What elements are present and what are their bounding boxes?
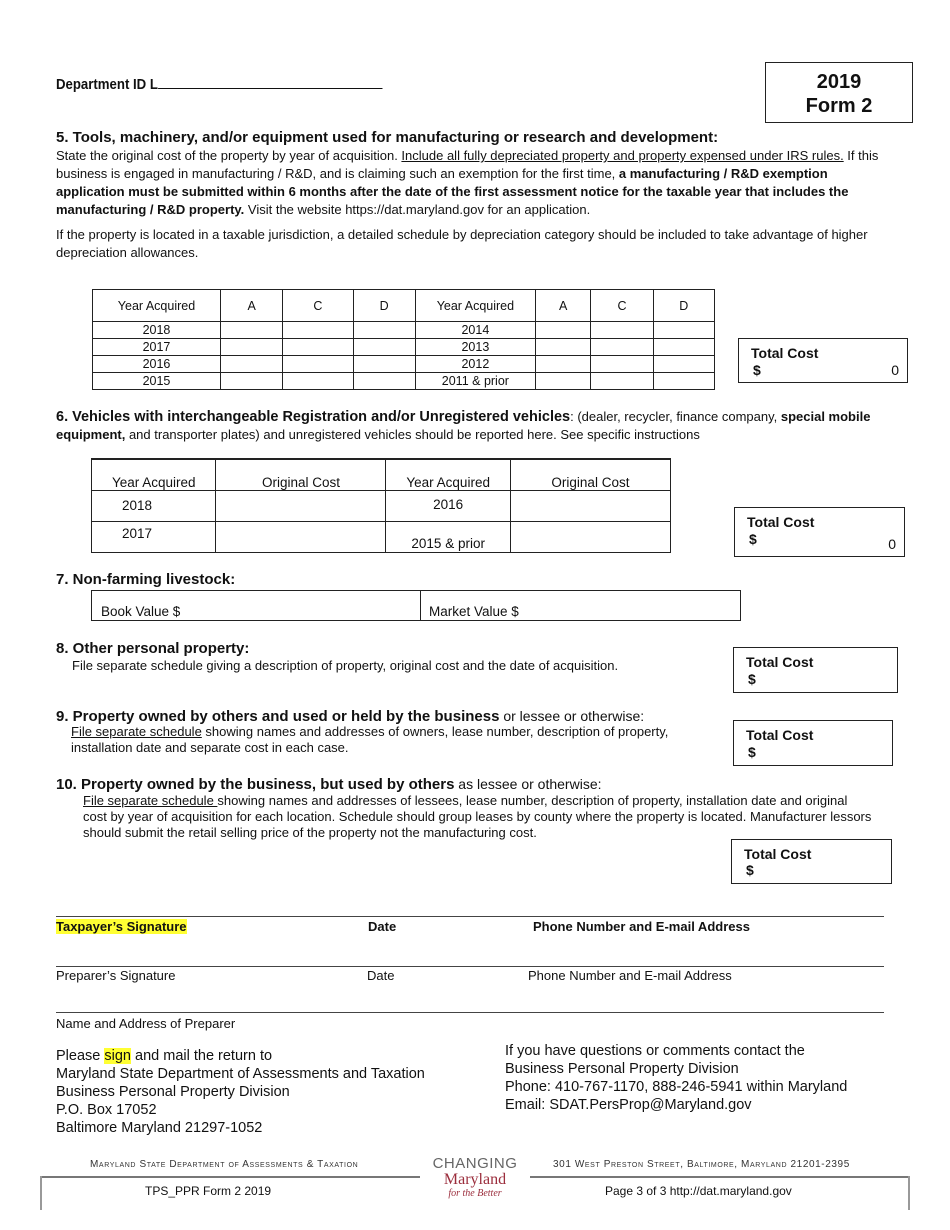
col-d-right: D (653, 290, 714, 322)
preparer-signature-label: Preparer’s Signature (56, 968, 176, 983)
input-cell[interactable] (220, 356, 282, 373)
section5-paragraph (56, 147, 892, 219)
contact-line: Business Personal Property Division (505, 1061, 739, 1077)
section5-text-underline: Include all fully depreciated property and property expensed under IRS rules. (401, 148, 844, 163)
logo-maryland: Maryland (443, 1171, 507, 1188)
section5-title: 5. Tools, machinery, and/or equipment used for manufacturing or research and development: (56, 129, 719, 146)
year-cell: 2016 (386, 490, 510, 521)
department-id-text: Department ID L (56, 76, 158, 93)
form-year: 2019 (816, 71, 862, 93)
col-year-right: Year Acquired (386, 459, 510, 490)
year-cell: 2012 (415, 356, 535, 373)
contact-block (505, 1042, 847, 1114)
table-row (93, 373, 715, 390)
dollar-sign: $ (753, 362, 761, 378)
section10-body: showing names and addresses of lessees, lease number, description of property, installation date and original cost by year of acquisition for each location. Schedule should group leases by county where the property is located. Manufacturer lessors should submit the retail selling price of the property not the manufacturing cost. (83, 793, 872, 840)
input-cell[interactable] (653, 356, 714, 373)
taxpayer-signature-line[interactable] (56, 916, 884, 917)
input-cell[interactable] (353, 356, 415, 373)
mailing-block (56, 1047, 425, 1137)
input-cell[interactable] (283, 339, 353, 356)
table-row (93, 339, 715, 356)
total-cost-label: Total Cost (751, 345, 819, 361)
col-a-left: A (220, 290, 282, 322)
input-cell[interactable] (283, 356, 353, 373)
year-cell: 2014 (415, 322, 535, 339)
dollar-sign: $ (748, 671, 756, 687)
col-c-right: C (591, 290, 653, 322)
footer-right-bracket (908, 1176, 910, 1210)
section5-total-box[interactable] (738, 338, 908, 383)
input-cell[interactable] (216, 490, 386, 521)
section6-title-bold2: special mobile equipment, (56, 409, 871, 442)
section10-text (83, 793, 873, 841)
section6-title-a: : (dealer, recycler, finance company, (570, 409, 781, 424)
section8-title: 8. Other personal property: (56, 640, 250, 657)
input-cell[interactable] (510, 521, 670, 552)
year-cell: 2013 (415, 339, 535, 356)
section6-title (56, 408, 896, 444)
mail-please: Please (56, 1048, 105, 1064)
input-cell[interactable] (353, 322, 415, 339)
section9-title (56, 708, 644, 725)
year-cell: 2011 & prior (415, 373, 535, 390)
input-cell[interactable] (653, 322, 714, 339)
dollar-sign: $ (749, 531, 757, 547)
section9-body: showing names and addresses of owners, lease number, description of property, installation date and separate cost in each case. (71, 724, 669, 755)
mail-rest: and mail the return to (130, 1048, 273, 1064)
col-a-right: A (535, 290, 590, 322)
input-cell[interactable] (220, 322, 282, 339)
col-c-left: C (283, 290, 353, 322)
year-cell: 2016 (93, 356, 221, 373)
taxpayer-signature-label (56, 918, 187, 936)
mail-line: Maryland State Department of Assessments and Taxation (56, 1066, 425, 1082)
table-row (92, 521, 671, 552)
mailing-instruction (56, 1047, 425, 1065)
input-cell[interactable] (535, 373, 590, 390)
section6-title-b: and transporter plates) and unregistered vehicles should be reported here. See specific instructions (125, 427, 700, 442)
section9-underline: File separate schedule (71, 724, 202, 739)
preparer-signature-line[interactable] (56, 966, 884, 967)
section5-text-b: If this business is engaged in manufacturing / R&D, and is claiming such an exemption for the first time, (56, 148, 879, 181)
input-cell[interactable] (535, 356, 590, 373)
input-cell[interactable] (283, 373, 353, 390)
year-cell: 2015 & prior (386, 521, 510, 552)
section10-title (56, 776, 602, 793)
input-cell[interactable] (510, 490, 670, 521)
form-id-box (765, 62, 913, 123)
maryland-logo (420, 1156, 530, 1199)
contact-line: Email: SDAT.PersProp@Maryland.gov (505, 1097, 752, 1113)
input-cell[interactable] (591, 339, 653, 356)
total-cost-value: 0 (891, 362, 899, 378)
date-label-2: Date (367, 968, 395, 983)
preparer-name-label: Name and Address of Preparer (56, 1016, 236, 1031)
taxpayer-signature-text: Taxpayer’s Signature (56, 919, 187, 934)
dollar-sign: $ (746, 862, 754, 878)
department-id-label (56, 74, 382, 93)
total-cost-label: Total Cost (746, 654, 814, 670)
footer-department: Maryland State Department of Assessments & Taxation (90, 1159, 359, 1170)
mail-line: Business Personal Property Division (56, 1084, 290, 1100)
year-cell: 2015 (93, 373, 221, 390)
input-cell[interactable] (216, 521, 386, 552)
col-cost-left: Original Cost (216, 459, 386, 490)
mail-line: P.O. Box 17052 (56, 1102, 157, 1118)
logo-changing: CHANGING (432, 1155, 518, 1172)
input-cell[interactable] (535, 339, 590, 356)
section9-text (71, 724, 671, 756)
year-cell: 2018 (92, 490, 216, 521)
section10-underline: File separate schedule (83, 793, 218, 808)
input-cell[interactable] (220, 339, 282, 356)
table-row (92, 490, 671, 521)
logo-tagline: for the Better (448, 1188, 502, 1199)
year-cell: 2018 (93, 322, 221, 339)
footer-address: 301 West Preston Street, Baltimore, Maryland 21201-2395 (553, 1159, 850, 1170)
input-cell[interactable] (535, 322, 590, 339)
section9-title-bold: 9. Property owned by others and used or held by the business (56, 708, 500, 725)
section10-total-box[interactable] (731, 839, 892, 884)
input-cell[interactable] (591, 356, 653, 373)
year-cell: 2017 (93, 339, 221, 356)
section9-total-box[interactable] (733, 720, 893, 766)
total-cost-label: Total Cost (747, 514, 815, 530)
input-cell[interactable] (653, 373, 714, 390)
table-row (93, 356, 715, 373)
section9-title-rest: or lessee or otherwise: (499, 708, 645, 724)
book-value-field[interactable]: Book Value $ (101, 604, 181, 619)
input-cell[interactable] (283, 322, 353, 339)
section6-title-bold: 6. Vehicles with interchangeable Registration and/or Unregistered vehicles (56, 409, 571, 425)
section5-text-bold: a manufacturing / R&D exemption application must be submitted within 6 months after the date of the first assessment notice for the taxable year that includes the manufacturing / R&D property. (56, 166, 849, 217)
total-cost-value: 0 (888, 536, 896, 552)
section6-table (91, 458, 671, 553)
section5-text-c: Visit the website https://dat.maryland.gov for an application. (244, 202, 591, 217)
input-cell[interactable] (653, 339, 714, 356)
input-cell[interactable] (591, 373, 653, 390)
preparer-name-line[interactable] (56, 1012, 884, 1013)
contact-line: If you have questions or comments contact the (505, 1043, 805, 1059)
footer-form-id: TPS_PPR Form 2 2019 (145, 1184, 272, 1198)
date-label: Date (368, 919, 397, 934)
section8-text: File separate schedule giving a description of property, original cost and the date of acquisition. (72, 658, 619, 673)
section5-paragraph2: If the property is located in a taxable jurisdiction, a detailed schedule by depreciation category should be included to take advantage of higher depreciation allowances. (56, 227, 868, 260)
input-cell[interactable] (591, 322, 653, 339)
phone-email-label: Phone Number and E-mail Address (533, 919, 750, 934)
section8-total-box[interactable] (733, 647, 898, 693)
section5-text-a: State the original cost of the property by year of acquisition. (56, 148, 402, 163)
section5-table (92, 289, 715, 390)
form-name: Form 2 (805, 95, 873, 117)
input-cell[interactable] (353, 339, 415, 356)
col-year-left: Year Acquired (92, 459, 216, 490)
footer-left-bracket (40, 1176, 42, 1210)
input-cell[interactable] (220, 373, 282, 390)
mail-line: Baltimore Maryland 21297-1052 (56, 1120, 263, 1136)
contact-line: Phone: 410-767-1170, 888-246-5941 within Maryland (505, 1079, 848, 1095)
field-divider (420, 591, 421, 621)
phone-email-label-2: Phone Number and E-mail Address (528, 968, 732, 983)
col-cost-right: Original Cost (510, 459, 670, 490)
total-cost-label: Total Cost (746, 727, 814, 743)
section10-title-rest: as lessee or otherwise: (454, 776, 602, 792)
col-year-right: Year Acquired (415, 290, 535, 322)
input-cell[interactable] (353, 373, 415, 390)
livestock-fields (91, 590, 741, 621)
table-row (93, 322, 715, 339)
department-id-input[interactable] (158, 74, 382, 89)
section10-title-bold: 10. Property owned by the business, but used by others (56, 776, 455, 793)
col-year-left: Year Acquired (93, 290, 221, 322)
section6-total-box[interactable] (734, 507, 905, 557)
year-cell: 2017 (92, 521, 216, 552)
footer-page-info: Page 3 of 3 http://dat.maryland.gov (605, 1184, 792, 1198)
dollar-sign: $ (748, 744, 756, 760)
mail-sign: sign (104, 1048, 131, 1064)
total-cost-label: Total Cost (744, 846, 812, 862)
market-value-field[interactable]: Market Value $ (429, 604, 519, 619)
section7-title: 7. Non-farming livestock: (56, 571, 236, 588)
col-d-left: D (353, 290, 415, 322)
